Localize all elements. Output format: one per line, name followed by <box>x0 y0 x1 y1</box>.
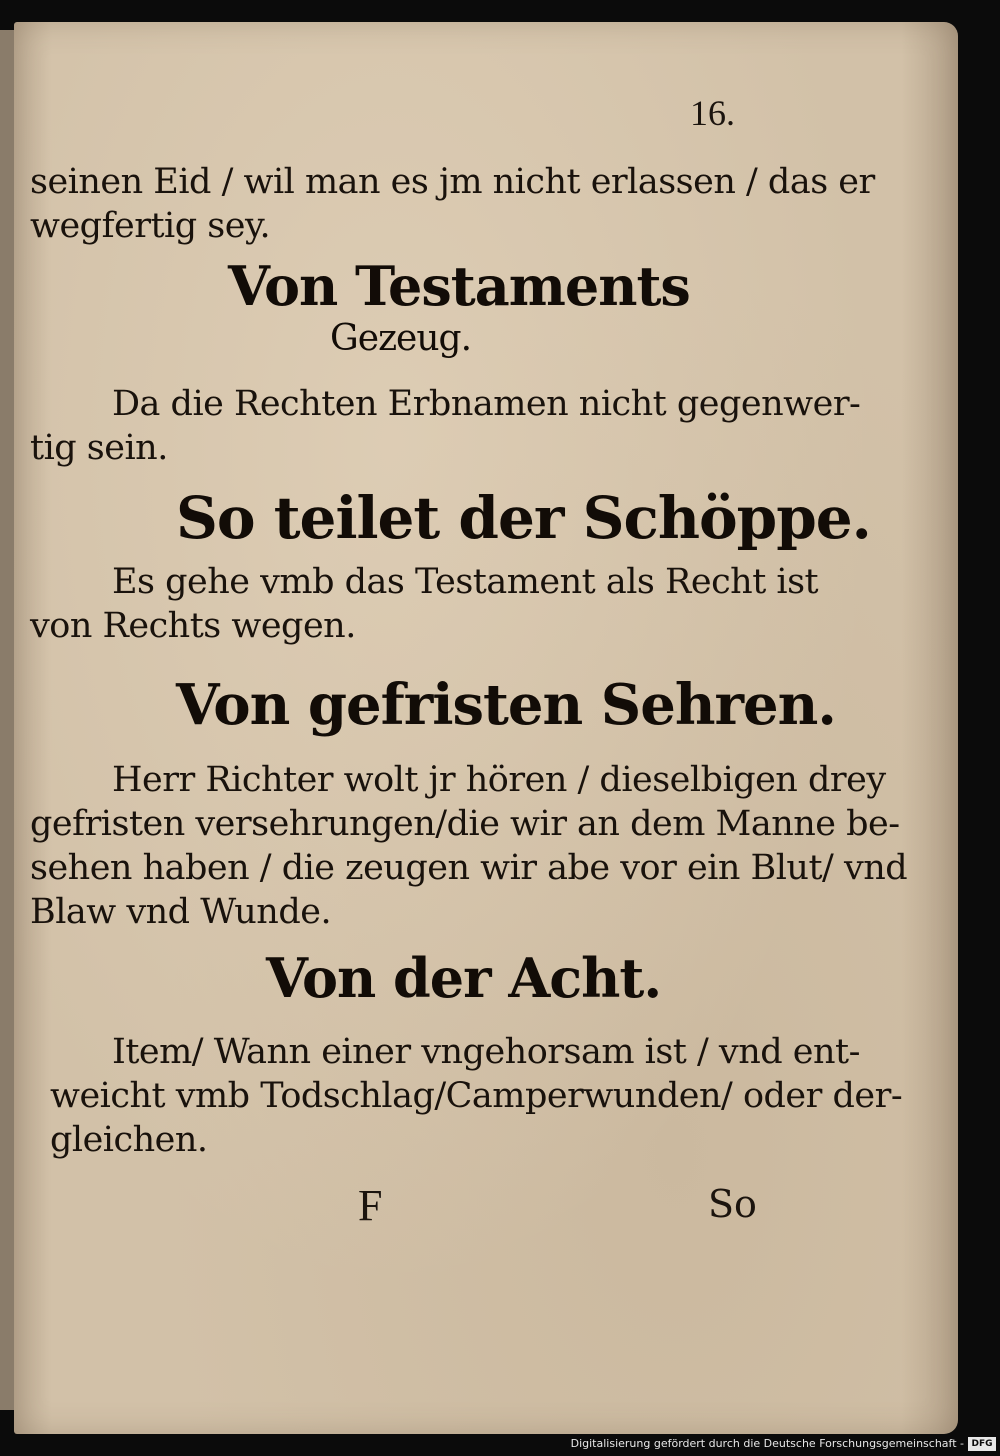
heading-gefristen: Von gefristen Sehren. <box>176 672 836 738</box>
heading-acht: Von der Acht. <box>266 946 662 1010</box>
text-line: Herr Richter wolt jr hören / dieselbigen drey <box>112 760 886 800</box>
text-line: Blaw vnd Wunde. <box>30 892 332 932</box>
text-line: sehen haben / die zeugen wir abe vor ein Blut/ vnd <box>30 848 908 888</box>
text-line: Da die Rechten Erbnamen nicht gegenwer- <box>112 384 861 424</box>
digitization-credit: Digitalisierung gefördert durch die Deutsche Forschungsgemeinschaft - <box>570 1437 964 1450</box>
text-line: wegfertig sey. <box>30 206 271 246</box>
dfg-logo: DFG <box>968 1437 996 1451</box>
paragraph-richter <box>30 758 908 934</box>
heading-schoeppe: So teilet der Schöppe. <box>176 484 871 552</box>
paragraph-oath <box>30 160 875 248</box>
paragraph-testament-right <box>30 560 819 648</box>
text-line: Item/ Wann einer vngehorsam ist / vnd ent- <box>112 1032 860 1072</box>
paragraph-item <box>30 1030 903 1162</box>
page-number: 16. <box>690 93 735 133</box>
text-line: von Rechts wegen. <box>30 606 356 646</box>
signature-mark: F <box>358 1181 383 1230</box>
text-line: seinen Eid / wil man es jm nicht erlassen / das er <box>30 162 875 202</box>
catchword: So <box>708 1182 757 1226</box>
book-spine-edge <box>0 30 14 1410</box>
text-line: Es gehe vmb das Testament als Recht ist <box>112 562 819 602</box>
text-line: gefristen versehrungen/die wir an dem Manne be- <box>30 804 900 844</box>
heading-testament: Von Testaments <box>228 254 690 318</box>
text-line: tig sein. <box>30 428 168 468</box>
text-line: gleichen. <box>50 1120 208 1160</box>
heading-testament-sub: Gezeug. <box>330 318 472 359</box>
text-line: weicht vmb Todschlag/Camperwunden/ oder der- <box>50 1076 903 1116</box>
paragraph-heirs <box>30 382 861 470</box>
